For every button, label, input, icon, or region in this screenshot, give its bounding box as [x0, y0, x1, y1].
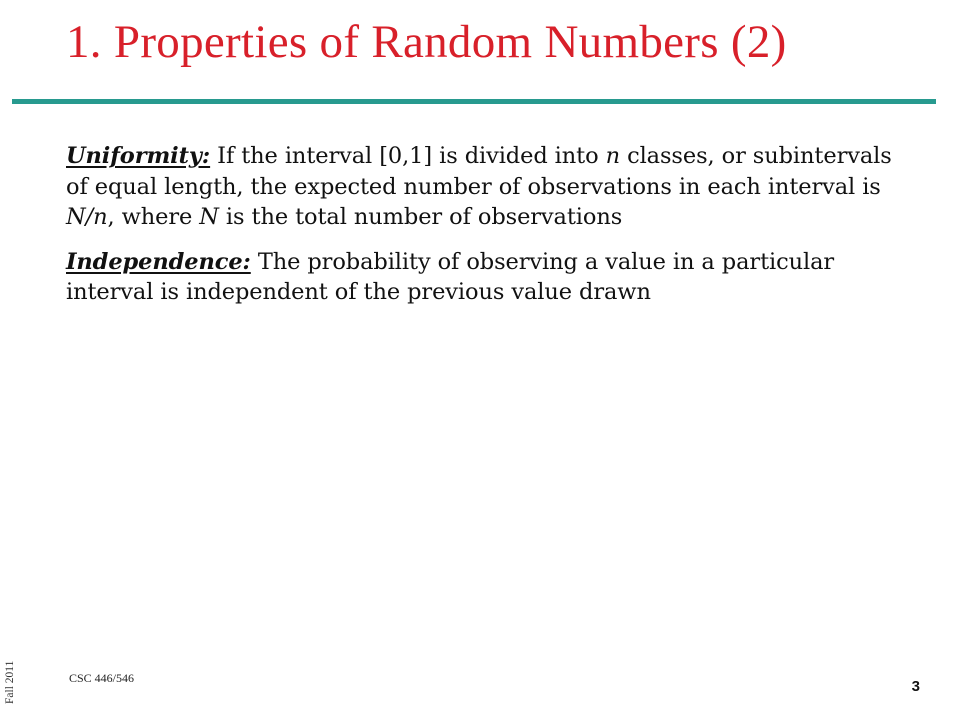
uniformity-term: Uniformity: [66, 143, 211, 169]
title-divider [12, 99, 936, 104]
footer-date: Fall 2011 [4, 660, 16, 704]
independence-term: Independence: [66, 248, 251, 275]
uniformity-text-3: , where [107, 204, 200, 230]
independence-paragraph [66, 247, 916, 308]
footer-course: CSC 446/546 [69, 671, 135, 685]
uniformity-text-1: If the interval [0,1] is divided into [210, 143, 606, 169]
slide-body [66, 141, 916, 322]
variable-n: n [605, 143, 621, 169]
independence-text: The probability of observing a value in a particular interval is independent of the previous value drawn [66, 248, 835, 305]
variable-N: N [199, 204, 219, 230]
page-number: 3 [911, 678, 920, 695]
uniformity-paragraph [66, 141, 916, 233]
expression-N-over-n: N/n [66, 204, 108, 230]
slide-title: 1. Properties of Random Numbers (2) [66, 16, 787, 68]
uniformity-text-2: classes, or subintervals of equal length, the expected number of observations in each interval is [66, 143, 892, 200]
uniformity-text-4: is the total number of observations [218, 204, 623, 230]
